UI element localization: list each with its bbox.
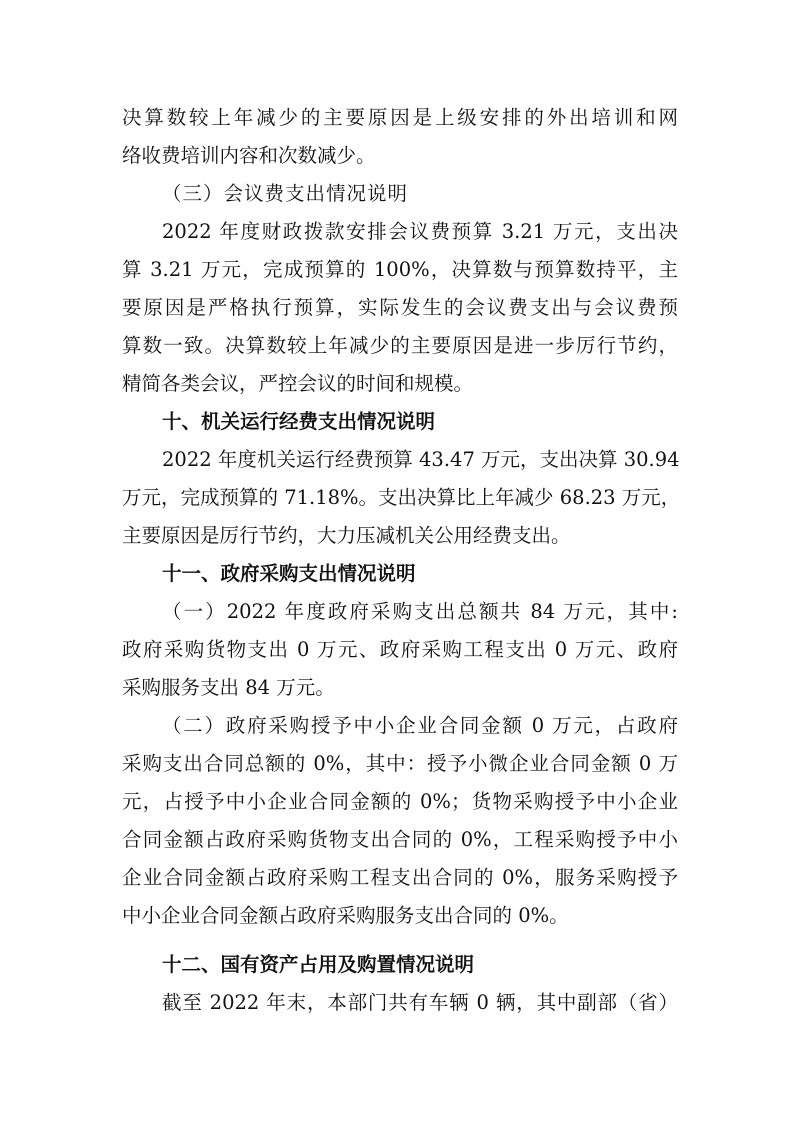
paragraph-line: 中小企业合同金额占政府采购服务支出合同的 0%。 [122, 904, 569, 927]
paragraph-line: 万元，完成预算的 71.18%。支出决算比上年减少 68.23 万元， [122, 486, 681, 509]
paragraph-line: 决算数较上年减少的主要原因是上级安排的外出培训和网 [122, 106, 678, 129]
paragraph-line: 精简各类会议，严控会议的时间和规模。 [122, 372, 474, 395]
paragraph-line: 要原因是严格执行预算，实际发生的会议费支出与会议费预 [122, 296, 678, 319]
paragraph-line: 算数一致。决算数较上年减少的主要原因是进一步厉行节约， [122, 334, 678, 357]
paragraph-line: 合同金额占政府采购货物支出合同的 0%，工程采购授予中小 [122, 828, 678, 851]
section-heading: 十一、政府采购支出情况说明 [162, 562, 416, 585]
section-heading: 十二、国有资产占用及购置情况说明 [162, 953, 475, 976]
paragraph-line: 采购支出合同总额的 0%，其中：授予小微企业合同金额 0 万 [122, 752, 678, 775]
paragraph-line: 企业合同金额占政府采购工程支出合同的 0%，服务采购授予 [122, 866, 678, 889]
paragraph-line: 主要原因是厉行节约，大力压减机关公用经费支出。 [122, 524, 571, 547]
paragraph-line: 2022 年度机关运行经费预算 43.47 万元，支出决算 30.94 [162, 448, 680, 471]
paragraph-line: 络收费培训内容和次数减少。 [122, 144, 376, 167]
paragraph-line: 采购服务支出 84 万元。 [122, 676, 335, 699]
paragraph-line: 算 3.21 万元，完成预算的 100%，决算数与预算数持平，主 [122, 258, 678, 281]
paragraph-line: （一）2022 年度政府采购支出总额共 84 万元，其中: [162, 600, 678, 623]
paragraph-line: 元，占授予中小企业合同金额的 0%；货物采购授予中小企业 [122, 790, 678, 813]
subsection-heading: （三）会议费支出情况说明 [162, 182, 409, 205]
paragraph-line: 2022 年度财政拨款安排会议费预算 3.21 万元，支出决 [162, 220, 678, 243]
paragraph-line: （二）政府采购授予中小企业合同金额 0 万元，占政府 [162, 714, 678, 737]
paragraph-line: 截至 2022 年末，本部门共有车辆 0 辆，其中副部（省） [162, 991, 678, 1014]
section-heading: 十、机关运行经费支出情况说明 [162, 410, 436, 433]
paragraph-line: 政府采购货物支出 0 万元、政府采购工程支出 0 万元、政府 [122, 638, 678, 661]
